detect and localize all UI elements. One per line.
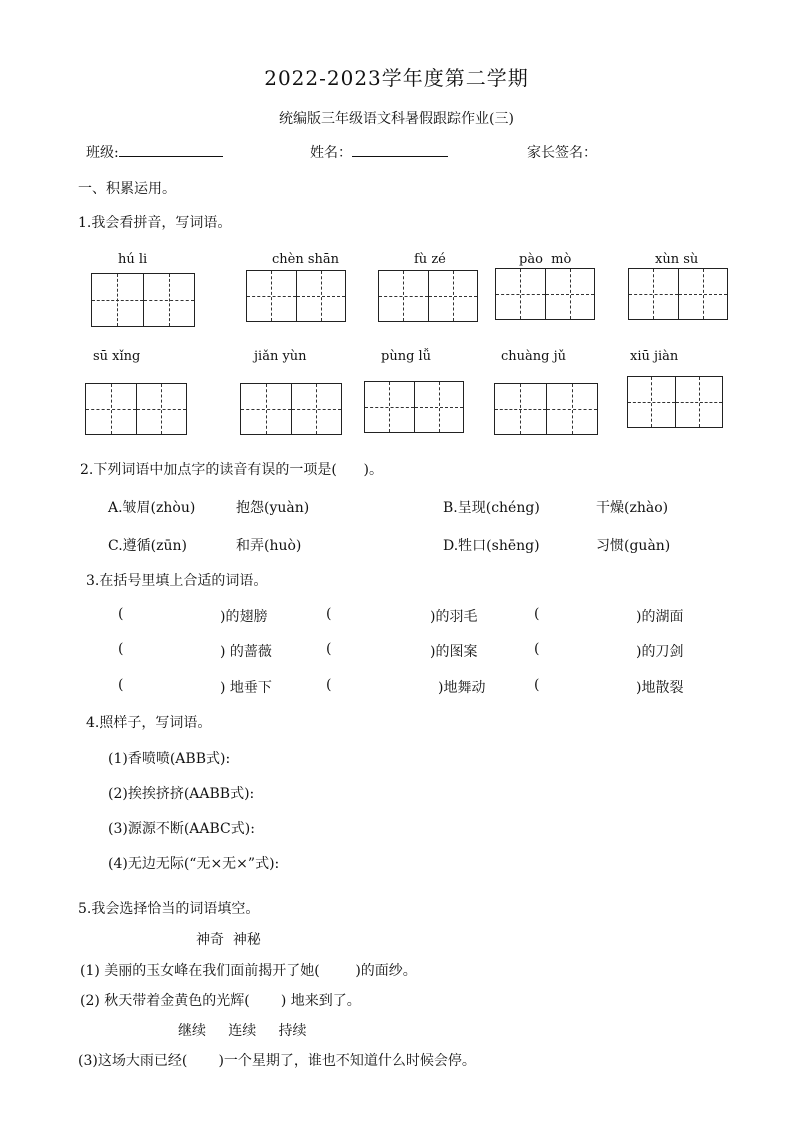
q5-title: 5.我会选择恰当的词语填空。 [78, 901, 260, 917]
writing-grid[interactable] [85, 383, 187, 435]
bracket-open: ( [326, 677, 332, 693]
list-item: (4)无边无际(“无×无×”式): [108, 856, 280, 872]
sentence: (2) 秋天带着金黄色的光辉( ) 地来到了。 [80, 993, 361, 1009]
bracket-open: ( [118, 606, 124, 622]
writing-grid[interactable] [364, 381, 464, 433]
class-label: 班级: [86, 145, 119, 161]
q3-title: 3.在括号里填上合适的词语。 [86, 573, 268, 589]
page-title: 2022-2023学年度第二学期 [264, 66, 529, 90]
q1-title: 1.我会看拼音，写词语。 [78, 215, 232, 231]
option-text: 干燥(zhào) [596, 500, 669, 516]
name-label: 姓名： [310, 145, 352, 161]
pinyin-label: fù zé [414, 252, 446, 267]
list-item: (3)源源不断(AABC式): [108, 821, 255, 837]
writing-grid[interactable] [240, 383, 342, 435]
name-blank[interactable] [352, 142, 448, 157]
option-text: 抱怨(yuàn) [236, 500, 310, 516]
fill-blank-phrase: )的刀剑 [636, 644, 684, 660]
word-choices: 神奇 神秘 [196, 932, 261, 948]
pinyin-label: jiǎn yùn [254, 349, 307, 364]
bracket-open: ( [534, 641, 540, 657]
name-field [310, 142, 448, 162]
sentence: (3)这场大雨已经( )一个星期了，谁也不知道什么时候会停。 [78, 1053, 476, 1069]
fill-blank-phrase: )地散裂 [636, 680, 684, 696]
writing-grid[interactable] [91, 273, 195, 327]
pinyin-label: hú li [118, 252, 148, 267]
writing-grid[interactable] [628, 268, 728, 320]
bracket-open: ( [534, 606, 540, 622]
pinyin-label: xùn sù [655, 252, 699, 267]
fill-blank-phrase: )的图案 [430, 644, 478, 660]
page-subtitle: 统编版三年级语文科暑假跟踪作业(三) [279, 111, 514, 127]
bracket-open: ( [118, 677, 124, 693]
fill-blank-phrase: ) 的蔷薇 [220, 644, 272, 660]
fill-blank-phrase: )地舞动 [438, 680, 486, 696]
bracket-open: ( [534, 677, 540, 693]
list-item: (1)香喷喷(ABB式): [108, 751, 231, 767]
pinyin-label: chuàng jǔ [501, 349, 567, 364]
writing-grid[interactable] [494, 383, 598, 435]
writing-grid[interactable] [627, 376, 723, 428]
q4-title: 4.照样子，写词语。 [86, 715, 212, 731]
sentence: (1) 美丽的玉女峰在我们面前揭开了她( )的面纱。 [80, 963, 417, 979]
fill-blank-phrase: )的翅膀 [220, 609, 268, 625]
option-text: 和弄(huò) [236, 538, 302, 554]
pinyin-label: pào mò [519, 252, 572, 267]
option-text: C.遵循(zūn) [108, 538, 187, 554]
list-item: (2)挨挨挤挤(AABB式): [108, 786, 255, 802]
fill-blank-phrase: ) 地垂下 [220, 680, 272, 696]
pinyin-label: sū xǐng [93, 349, 141, 364]
writing-grid[interactable] [378, 270, 478, 322]
parent-signature-label: 家长签名： [527, 145, 597, 161]
option-text: B.呈现(chéng) [443, 500, 540, 516]
fill-blank-phrase: )的羽毛 [430, 609, 478, 625]
word-choices: 继续 连续 持续 [178, 1023, 307, 1039]
fill-blank-phrase: )的湖面 [636, 609, 684, 625]
bracket-open: ( [326, 641, 332, 657]
pinyin-label: xiū jiàn [630, 349, 679, 364]
option-text: A.皱眉(zhòu) [108, 500, 196, 516]
writing-grid[interactable] [495, 268, 595, 320]
bracket-open: ( [118, 641, 124, 657]
pinyin-label: pùng lǚ [381, 349, 432, 364]
class-blank[interactable] [119, 142, 223, 157]
class-field [86, 142, 223, 162]
bracket-open: ( [326, 606, 332, 622]
section-title: 一、积累运用。 [78, 181, 176, 197]
option-text: D.牲口(shēng) [443, 538, 540, 554]
q2-title: 2.下列词语中加点字的读音有误的一项是( )。 [80, 462, 383, 478]
writing-grid[interactable] [246, 270, 346, 322]
pinyin-label: chèn shān [272, 252, 340, 267]
option-text: 习惯(guàn) [596, 538, 671, 554]
